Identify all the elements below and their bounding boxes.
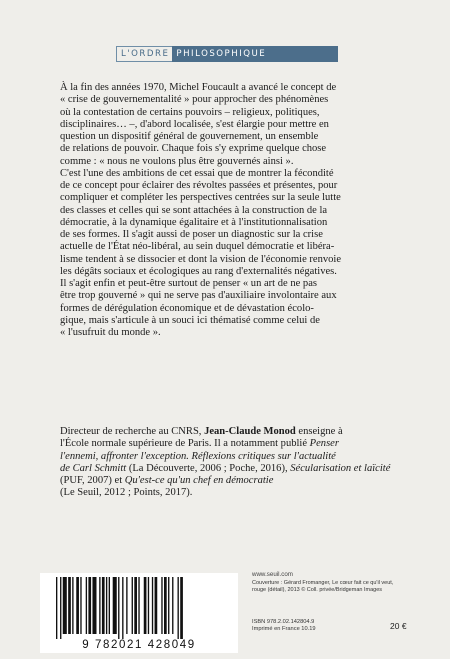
- blurb-line: disciplinaires… –, d'abord localisée, s'est élargie pour mettre en: [60, 118, 329, 130]
- blurb-line: C'est l'une des ambitions de cet essai que de montrer la fécondité: [60, 167, 334, 179]
- barcode: [40, 573, 238, 653]
- blurb-line: comme : « nous ne voulons plus être gouvernés ainsi ».: [60, 155, 294, 167]
- series-prefix: L'ORDRE: [116, 46, 172, 62]
- author-bio: [60, 426, 400, 500]
- blurb-line: les dégâts sociaux et écologiques au rang d'externalités négatives.: [60, 265, 337, 277]
- blurb-line: démocratie, à la dynamique égalitaire et à l'institutionnalisation: [60, 216, 328, 228]
- barcode-digits: 9 782021 428049: [82, 639, 196, 651]
- blurb-line: lisme tendent à se dissocier et dont la vision de l'économie renvoie: [60, 253, 342, 265]
- cover-credits: Couverture : Gérard Fromanger, Le cœur fait ce qu'il veut, rouge (détail), 2013 © Coll. privée/Bridgeman Images: [252, 580, 394, 593]
- bio-line: Directeur de recherche au CNRS, Jean-Claude Monod enseigne à: [60, 426, 343, 437]
- bio-line: l'École normale supérieure de Paris. Il a notamment publié Penser: [60, 438, 339, 450]
- bio-line: l'ennemi, affronter l'exception. Réflexions critiques sur l'actualité: [60, 450, 336, 462]
- blurb-line: des classes et celles qui se sont attachées à la construction de la: [60, 204, 328, 216]
- series-label: [116, 46, 338, 62]
- author-name: Jean-Claude Monod: [204, 426, 296, 437]
- isbn-block: [252, 619, 316, 634]
- printed-in: Imprimé en France 10.19: [252, 626, 316, 633]
- blurb-line: de relations de pouvoir. Chaque fois s'y exprime quelque chose: [60, 143, 327, 155]
- blurb-line: de ses formes. Il s'agit aussi de poser un diagnostic sur la crise: [60, 229, 323, 240]
- blurb-line: compliquer et compléter les perspectives centrées sur la seule lutte: [60, 192, 341, 204]
- isbn: ISBN 978.2.02.142804.9: [252, 619, 315, 625]
- blurb-line: où la contestation de certains pouvoirs – religieux, politiques,: [60, 106, 320, 118]
- barcode-bars: [56, 577, 222, 639]
- bio-line: de Carl Schmitt (La Découverte, 2006 ; Poche, 2016), Sécularisation et laïcité: [60, 462, 391, 474]
- bio-line: (PUF, 2007) et Qu'est-ce qu'un chef en démocratie: [60, 475, 274, 487]
- blurb-line: gique, mais s'articule à un souci ici thématisé comme celui de: [60, 314, 320, 326]
- bio-line: (Le Seuil, 2012 ; Points, 2017).: [60, 487, 193, 499]
- price: 20 €: [390, 621, 407, 631]
- back-cover-blurb: [60, 82, 400, 339]
- blurb-line: À la fin des années 1970, Michel Foucault a avancé le concept de: [60, 82, 337, 93]
- blurb-line: « l'usufruit du monde ».: [60, 327, 161, 338]
- blurb-line: « crise de gouvernementalité » pour approcher des phénomènes: [60, 94, 329, 106]
- series-name: PHILOSOPHIQUE: [172, 46, 338, 62]
- blurb-line: être trop gouverné » qui ne serve pas d'auxiliaire involontaire aux: [60, 290, 337, 302]
- publisher-website: www.seuil.com: [252, 571, 293, 578]
- blurb-line: de ce concept pour éclairer des révoltes passées et présentes, pour: [60, 180, 338, 191]
- blurb-line: formes de dérégulation économique et de dévastation écolo-: [60, 302, 314, 314]
- blurb-line: question un dispositif général de gouvernement, un ensemble: [60, 131, 319, 142]
- blurb-line: actuelle de l'État néo-libéral, au sein duquel démocratie et libéra-: [60, 241, 335, 253]
- blurb-line: Il s'agit enfin et peut-être surtout de penser « un art de ne pas: [60, 278, 317, 289]
